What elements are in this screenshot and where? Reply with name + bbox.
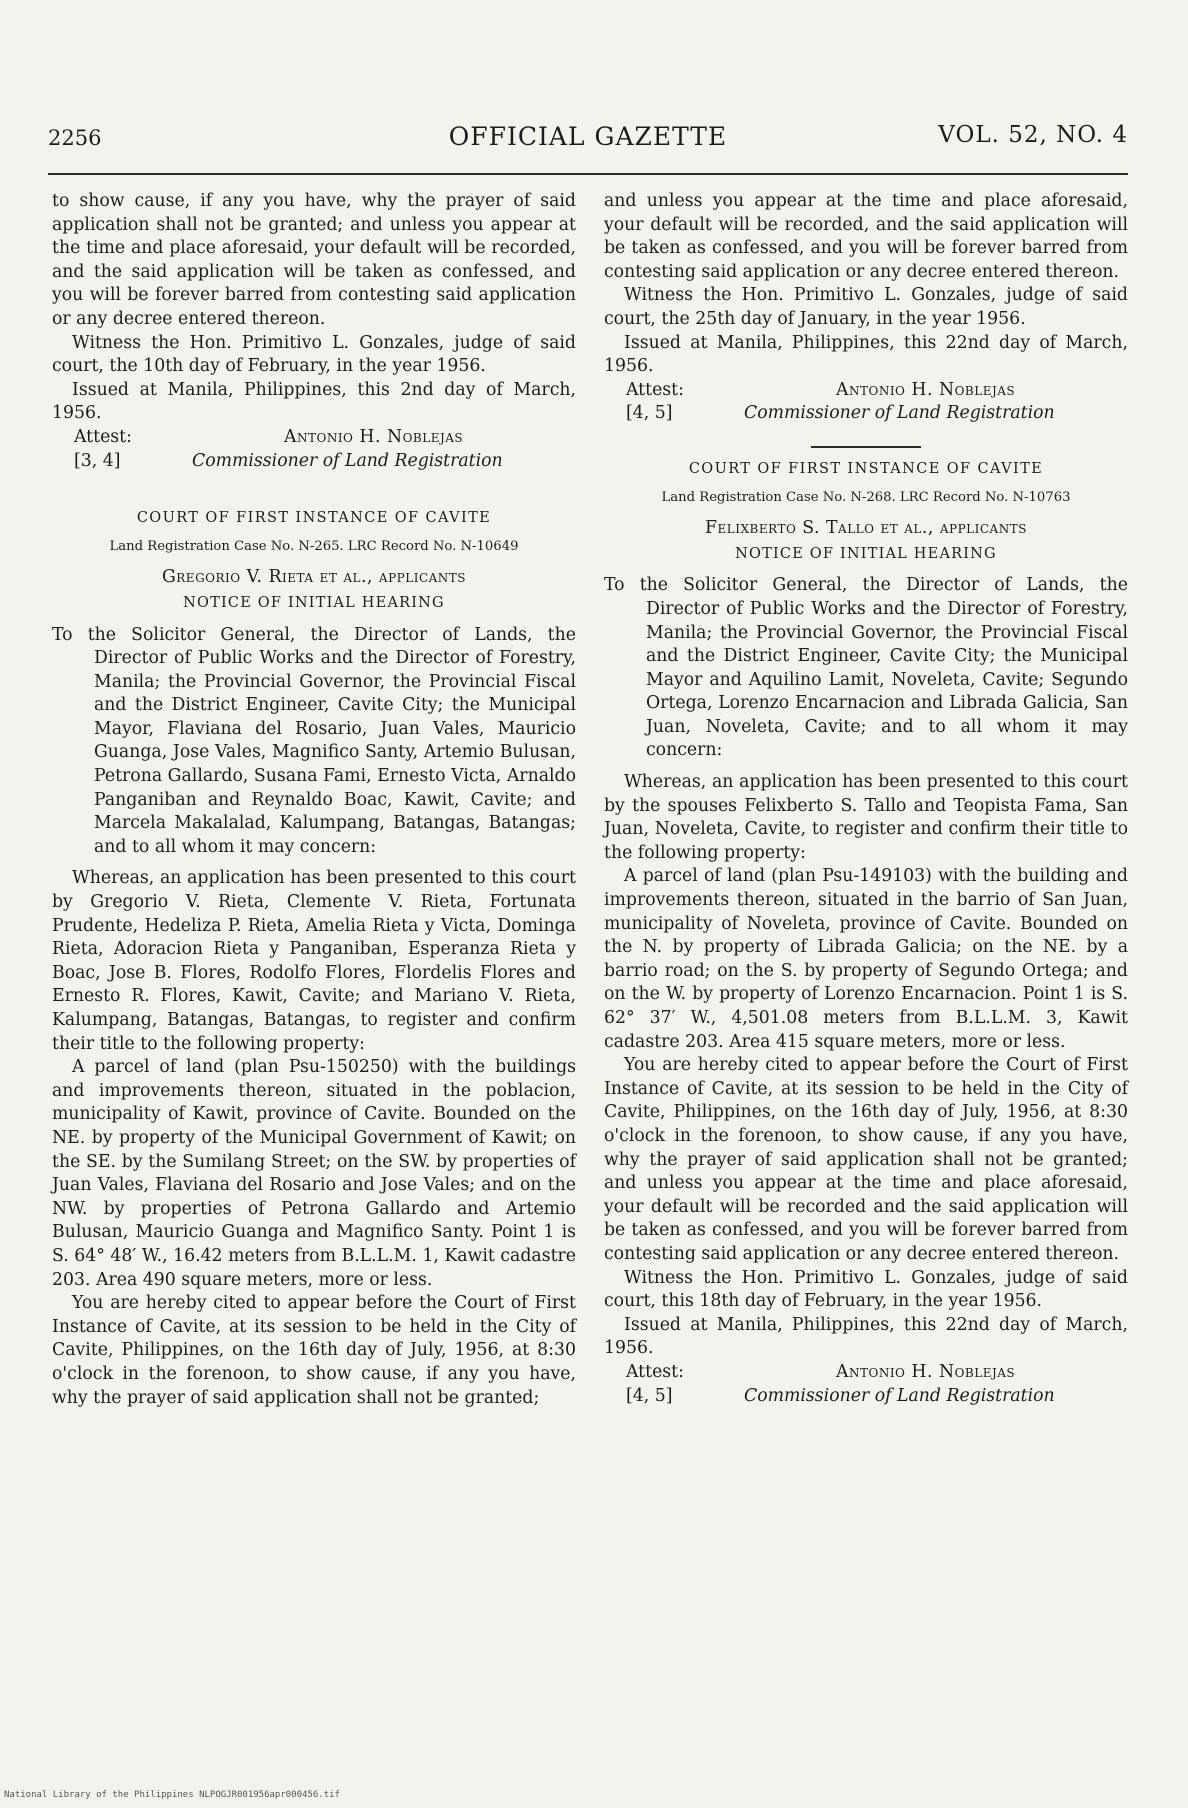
attest-title-line: [52, 450, 576, 474]
attest-line-2: [604, 1361, 1128, 1385]
attest-title: Commissioner of Land Registration: [744, 403, 1055, 424]
attest-name: Antonio H. Noblejas: [836, 379, 1016, 400]
issued-paragraph-2: Issued at Manila, Philippines, this 22nd day of March, 1956.: [604, 1314, 1128, 1359]
attest-label: Attest:: [626, 1361, 684, 1382]
attest-title-line-2: [604, 1385, 1128, 1409]
notice-heading: NOTICE OF INITIAL HEARING: [735, 545, 997, 562]
applicants-line: Gregorio V. Rieta et al., applicants: [161, 567, 467, 588]
continued-text: and unless you appear at the time and place aforesaid, your default will be recorded, and the said application will be taken as confessed, and you will be forever barred from contesting said application or any decree entered thereon.: [604, 191, 1128, 282]
attest-line: [52, 426, 576, 450]
case-number: Land Registration Case No. N-265. LRC Record No. N-10649: [109, 538, 519, 554]
court-heading: COURT OF FIRST INSTANCE OF CAVITE: [688, 460, 1044, 477]
attest-name: Antonio H. Noblejas: [836, 1361, 1016, 1382]
parcel-paragraph: A parcel of land (plan Psu-150250) with the buildings and improvements thereon, situated in the poblacion, municipality of Kawit, province of Cavite. Bounded on the NE. by property of the Municipal Government of Kawit; on the SE. by the Sumilang Street; on the SW. by properties of Juan Vales, Flaviana del Rosario and Jose Vales; and on the NW. by properties of Petrona Gallardo and Artemio Bulusan, Mauricio Guanga and Magnifico Santy. Point 1 is S. 64° 48′ W., 16.42 meters from B.L.L.M. 1, Kawit cadastre 203. Area 490 square meters, more or less.: [52, 1057, 576, 1290]
case-number: Land Registration Case No. N-268. LRC Record No. N-10763: [661, 489, 1071, 505]
attest-line: [604, 379, 1128, 403]
issue-reference: [4, 5]: [626, 403, 673, 424]
volume-number: VOL. 52, NO. 4: [938, 122, 1128, 148]
attest-title-line: [604, 402, 1128, 426]
court-heading: COURT OF FIRST INSTANCE OF CAVITE: [136, 510, 492, 527]
parcel-paragraph: A parcel of land (plan Psu-149103) with the building and improvements thereon, situated in the barrio of San Juan, municipality of Noveleta, province of Cavite. Bounded on the N. by property of Librada Galicia; on the NE. by a barrio road; on the S. by property of Segundo Ortega; and on the W. by property of Lorenzo Encarnacion. Point 1 is S. 62° 37′ W., 4,501.08 meters from B.L.L.M. 3, Kawit cadastre 203. Area 415 square meters, more or less.: [604, 866, 1128, 1052]
left-column: [52, 190, 576, 1410]
attest-title: Commissioner of Land Registration: [744, 1385, 1055, 1406]
whereas-paragraph: Whereas, an application has been presented to this court by Gregorio V. Rieta, Clemente V. Rieta, Fortunata Prudente, Hedeliza P. Rieta, Amelia Rieta y Victa, Dominga Rieta, Adoracion Rieta y Panganiban, Esperanza Rieta y Boac, Jose B. Flores, Rodolfo Flores, Flordelis Flores and Ernesto R. Flores, Kawit, Cavite; and Mariano V. Rieta, Kalumpang, Batangas, Batangas, to register and confirm their title to the following property:: [52, 868, 576, 1054]
notice-heading: NOTICE OF INITIAL HEARING: [183, 594, 445, 611]
attest-title: Commissioner of Land Registration: [192, 450, 503, 471]
continued-text: to show cause, if any you have, why the prayer of said application shall not be granted; and unless you appear at the time and place aforesaid, your default will be recorded, and the said application will be taken as confessed, and you will be forever barred from contesting said application or any decree entered thereon.: [52, 191, 576, 329]
page-number: 2256: [48, 126, 102, 150]
cited-paragraph: You are hereby cited to appear before the Court of First Instance of Cavite, at its session to be held in the City of Cavite, Philippines, on the 16th day of July, 1956, at 8:30 o'clock in the forenoon, to show cause, if any you have, why the prayer of said application shall not be granted; and unless you appear at the time and place aforesaid, your default will be recorded and the said application will be taken as confessed, and you will be forever barred from contesting said application or any decree entered thereon.: [604, 1055, 1128, 1264]
issued-paragraph: Issued at Manila, Philippines, this 2nd day of March, 1956.: [52, 379, 576, 424]
addressees-paragraph: To the Solicitor General, the Director of Lands, the Director of Public Works and the Director of Forestry, Manila; the Provincial Governor, the Provincial Fiscal and the District Engineer, Cavite City; the Municipal Mayor, Flaviana del Rosario, Juan Vales, Mauricio Guanga, Jose Vales, Magnifico Santy, Artemio Bulusan, Petrona Gallardo, Susana Fami, Ernesto Victa, Arnaldo Panganiban and Reynaldo Boac, Kawit, Cavite; and Marcela Makalalad, Kalumpang, Batangas, Batangas; and to all whom it may concern:: [52, 624, 576, 857]
witness-paragraph-2: Witness the Hon. Primitivo L. Gonzales, judge of said court, this 18th day of February, in the year 1956.: [604, 1267, 1128, 1312]
attest-name: Antonio H. Noblejas: [284, 426, 464, 447]
attest-label: Attest:: [74, 426, 132, 447]
scan-footer: National Library of the Philippines NLPOGJR001956apr000456.tif: [4, 1790, 340, 1800]
cited-paragraph: You are hereby cited to appear before the Court of First Instance of Cavite, at its session to be held in the City of Cavite, Philippines, on the 16th day of July, 1956, at 8:30 o'clock in the forenoon, to show cause, if any you have, why the prayer of said application shall not be granted;: [52, 1293, 576, 1408]
issue-reference: [3, 4]: [74, 450, 121, 471]
issued-paragraph: Issued at Manila, Philippines, this 22nd day of March, 1956.: [604, 332, 1128, 377]
section-separator: [811, 446, 921, 448]
applicants-line: Felixberto S. Tallo et al., applicants: [705, 518, 1027, 539]
page-header: [48, 120, 1128, 160]
attest-label: Attest:: [626, 379, 684, 400]
issue-reference: [4, 5]: [626, 1385, 673, 1406]
witness-paragraph: Witness the Hon. Primitivo L. Gonzales, judge of said court, the 10th day of February, in the year 1956.: [52, 332, 576, 377]
witness-paragraph: Witness the Hon. Primitivo L. Gonzales, judge of said court, the 25th day of January, in the year 1956.: [604, 285, 1128, 329]
addressees-paragraph: To the Solicitor General, the Director of Lands, the Director of Public Works and the Director of Forestry, Manila; the Provincial Governor, the Provincial Fiscal and the District Engineer, Cavite City; the Municipal Mayor and Aquilino Lamit, Noveleta, Cavite; Segundo Ortega, Lorenzo Encarnacion and Librada Galicia, San Juan, Noveleta, Cavite; and to all whom it may concern:: [604, 575, 1128, 761]
right-column: [604, 190, 1128, 1408]
header-rule: [48, 173, 1128, 175]
whereas-paragraph: Whereas, an application has been presented to this court by the spouses Felixberto S. Tallo and Teopista Fama, San Juan, Noveleta, Cavite, to register and confirm their title to the following property:: [604, 772, 1128, 863]
publication-title: OFFICIAL GAZETTE: [448, 122, 728, 151]
